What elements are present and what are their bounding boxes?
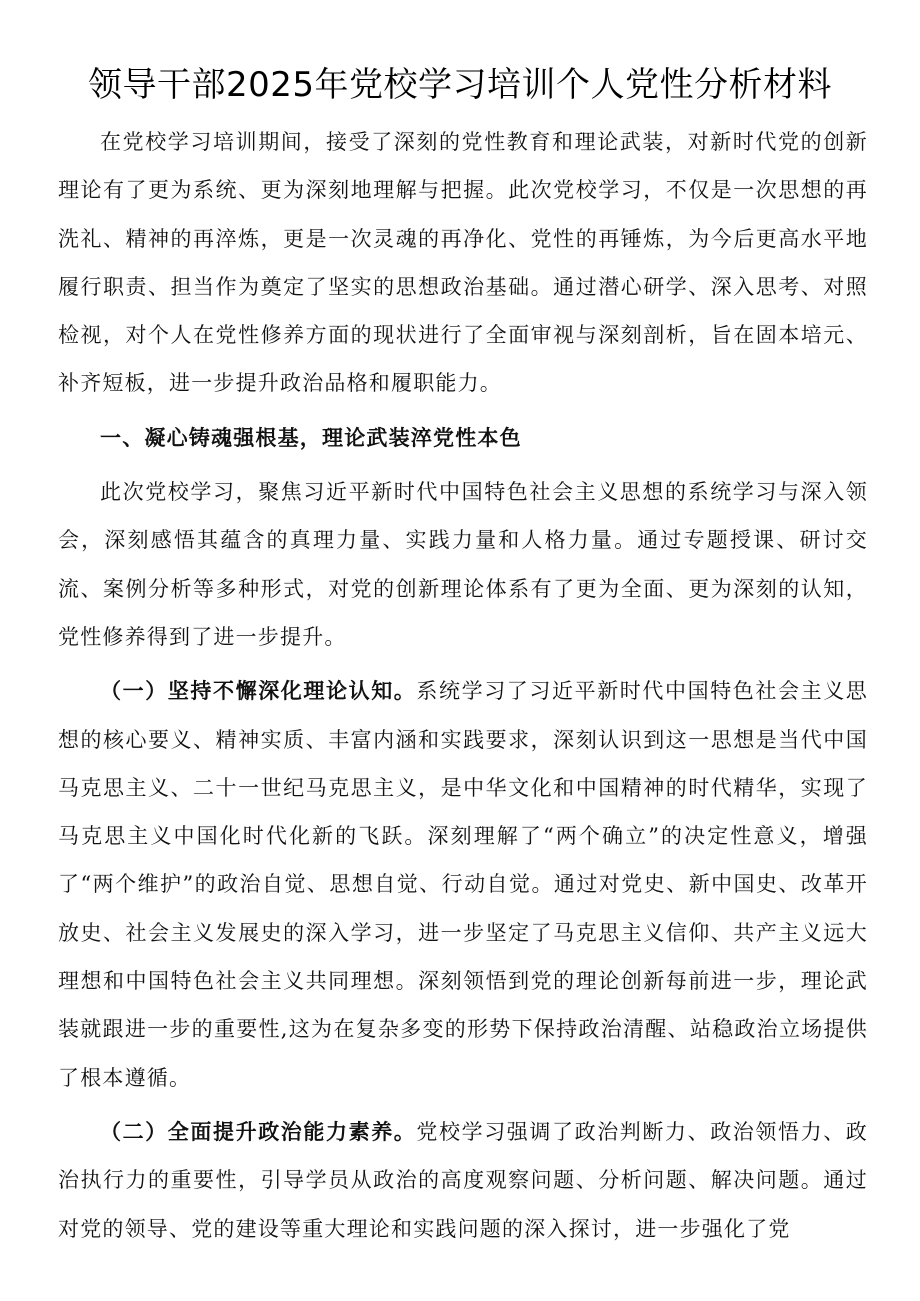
section-heading-1: 一、凝心铸魂强根基，理论武装淬党性本色 xyxy=(100,425,522,450)
subsection-2-paragraph xyxy=(58,1108,868,1253)
section-1-paragraph: 此次党校学习，聚焦习近平新时代中国特色社会主义思想的系统学习与深入领会，深刻感悟其蕴含的真理力量、实践力量和人格力量。通过专题授课、研讨交流、案例分析等多种形式，对党的创新理论体系有了更为全面、更为深刻的认知，党性修养得到了进一步提升。 xyxy=(58,480,868,649)
subsection-1-text: 系统学习了习近平新时代中国特色社会主义思想的核心要义、精神实质、丰富内涵和实践要求，深刻认识到这一思想是当代中国马克思主义、二十一世纪马克思主义，是中华文化和中国精神的时代精华，实现了马克思主义中国化时代化新的飞跃。深刻理解了“两个确立”的决定性意义，增强了“两个维护”的政治自觉、思想自觉、行动自觉。通过对党史、新中国史、改革开放史、社会主义发展史的深入学习，进一步坚定了马克思主义信仰、共产主义远大理想和中国特色社会主义共同理想。深刻领悟到党的理论创新每前进一步，理论武装就跟进一步的重要性,这为在复杂多变的形势下保持政治清醒、站稳政治立场提供了根本遵循。 xyxy=(58,679,868,1090)
document-title: 领导干部2025年党校学习培训个人党性分析材料 xyxy=(87,65,833,105)
subsection-1-paragraph xyxy=(58,667,868,1102)
subsection-2-heading: （二）全面提升政治能力素养。 xyxy=(100,1119,417,1144)
intro-paragraph: 在党校学习培训期间，接受了深刻的党性教育和理论武装，对新时代党的创新理论有了更为系统、更为深刻地理解与把握。此次党校学习，不仅是一次思想的再洗礼、精神的再淬炼，更是一次灵魂的再净化、党性的再锤炼，为今后更高水平地履行职责、担当作为奠定了坚实的思想政治基础。通过潜心研学、深入思考、对照检视，对个人在党性修养方面的现状进行了全面审视与深刻剖析，旨在固本培元、补齐短板，进一步提升政治品格和履职能力。 xyxy=(58,130,868,396)
document-body xyxy=(58,118,868,1253)
subsection-2-text: 党校学习强调了政治判断力、政治领悟力、政治执行力的重要性，引导学员从政治的高度观察问题、分析问题、解决问题。通过对党的领导、党的建设等重大理论和实践问题的深入探讨，进一步强化了党 xyxy=(58,1119,868,1241)
subsection-1-heading: （一）坚持不懈深化理论认知。 xyxy=(100,679,417,704)
